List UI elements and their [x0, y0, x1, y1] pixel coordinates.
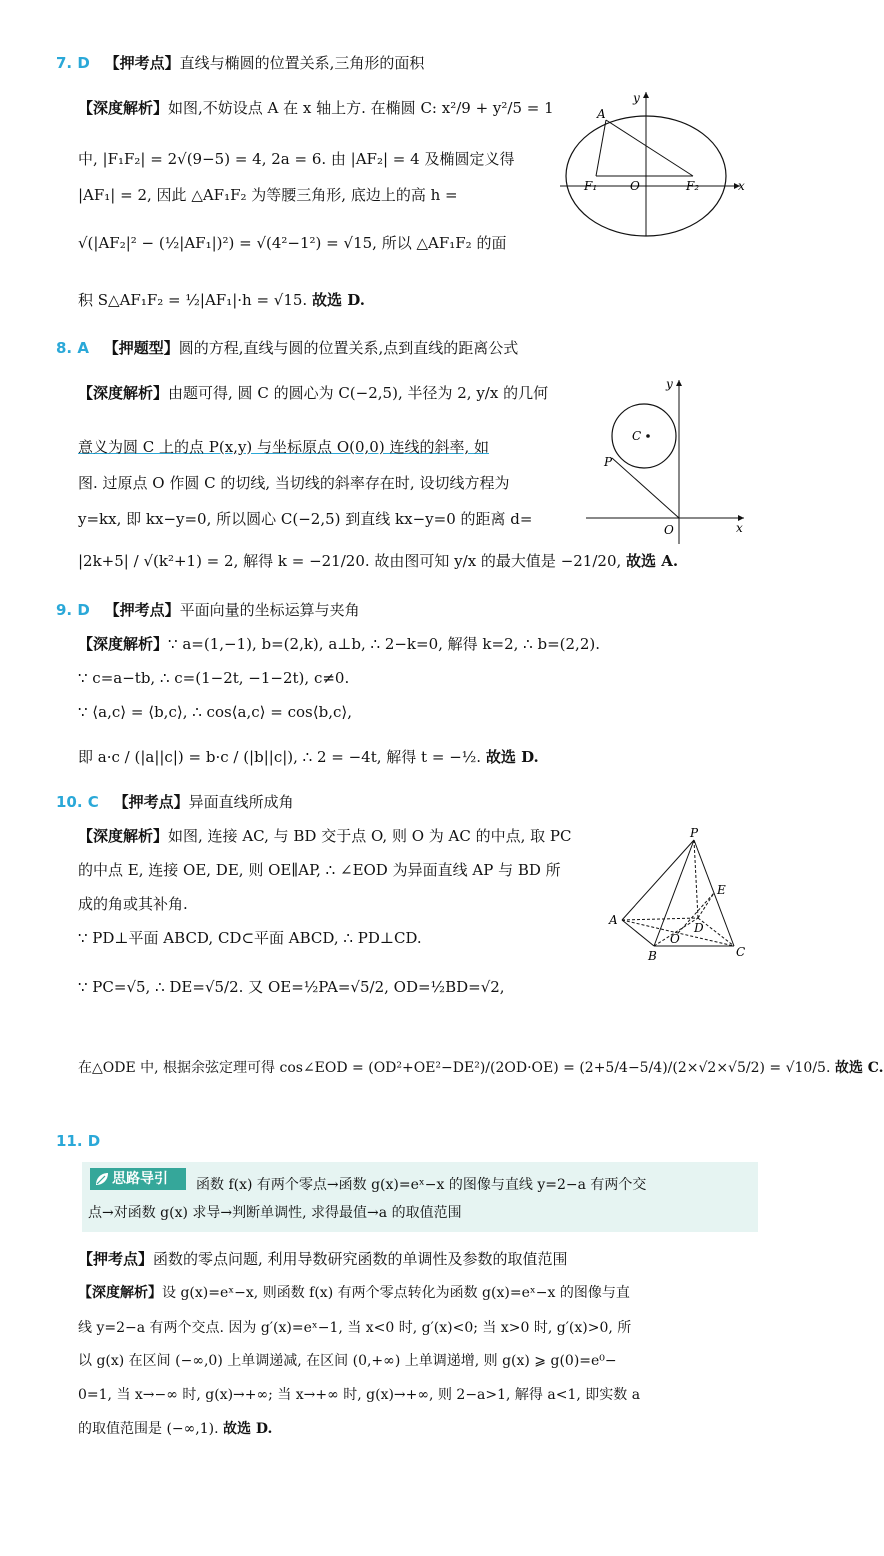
q8-line-4 — [78, 508, 558, 530]
q7-heading — [56, 52, 424, 74]
q7-fig-x: x — [738, 179, 745, 193]
q10-answer: 10. C — [56, 793, 99, 811]
q11-hint-badge — [90, 1168, 186, 1190]
q10-topic: 异面直线所成角 — [188, 793, 294, 811]
q9-tag: 【押考点】 — [104, 601, 180, 619]
q8-text-5: |2k+5| / √(k²+1) = 2, 解得 k = −21/20. 故由图可知 y/x 的最大值是 −21/20, — [78, 552, 622, 570]
q8-answer: 8. A — [56, 339, 89, 357]
q10-text-2: 的中点 E, 连接 OE, DE, 则 OE∥AP, ∴ ∠EOD 为异面直线 AP 与 BD 所 — [78, 861, 561, 879]
q10-fig-D: D — [694, 921, 704, 935]
q7-fig-F2: F₂ — [686, 179, 700, 193]
q11-line-2 — [78, 1317, 758, 1339]
q7-line-3 — [78, 184, 558, 206]
q8-topic: 圆的方程,直线与圆的位置关系,点到直线的距离公式 — [178, 339, 519, 357]
q11-hint-line-1: 函数 f(x) 有两个零点→函数 g(x)=eˣ−x 的图像与直线 y=2−a 有两个交 — [196, 1177, 647, 1193]
q9-line-4 — [78, 746, 758, 768]
q7-line-4 — [78, 232, 558, 254]
q8-conclusion: 故选 A. — [626, 552, 679, 570]
q7-conclusion: 故选 D. — [312, 291, 365, 309]
q11-hint-box — [82, 1162, 758, 1232]
q11-kp-tag: 【押考点】 — [78, 1250, 154, 1268]
q10-text-1: 如图, 连接 AC, 与 BD 交于点 O, 则 O 为 AC 的中点, 取 PC — [168, 827, 572, 845]
q10-line-6 — [78, 1057, 884, 1079]
q7-fig-y: y — [633, 91, 640, 105]
q11-text-2: 线 y=2−a 有两个交点. 因为 g′(x)=eˣ−1, 当 x<0 时, g′(x)<0; 当 x>0 时, g′(x)>0, 所 — [78, 1320, 632, 1336]
q10-line-4 — [78, 927, 558, 949]
q7-fig-F1: F₁ — [584, 179, 598, 193]
q10-pyramid-figure — [606, 826, 756, 966]
q11-heading — [56, 1130, 110, 1152]
q10-fig-C: C — [736, 945, 746, 959]
q8-text-1: 由题可得, 圆 C 的圆心为 C(−2,5), 半径为 2, y/x 的几何 — [168, 384, 549, 402]
q8-text-3: 图. 过原点 O 作圆 C 的切线, 当切线的斜率存在时, 设切线方程为 — [78, 474, 510, 492]
q9-analysis-tag: 【深度解析】 — [78, 635, 169, 653]
q11-conclusion: 故选 D. — [223, 1421, 273, 1437]
q11-line-4 — [78, 1384, 758, 1406]
q10-line-2 — [78, 859, 561, 881]
q8-text-4: y=kx, 即 kx−y=0, 所以圆心 C(−2,5) 到直线 kx−y=0 的距离 d= — [78, 510, 533, 528]
q11-text-1: 设 g(x)=eˣ−x, 则函数 f(x) 有两个零点转化为函数 g(x)=eˣ−x 的图像与直 — [162, 1285, 630, 1301]
q10-text-5: ∵ PC=√5, ∴ DE=√5/2. 又 OE=½PA=√5/2, OD=½BD=√2, — [78, 978, 505, 996]
q8-line-5 — [78, 550, 679, 572]
q8-fig-P: P — [604, 455, 613, 469]
q7-topic: 直线与椭圆的位置关系,三角形的面积 — [179, 54, 425, 72]
q10-text-6: 在△ODE 中, 根据余弦定理可得 cos∠EOD = (OD²+OE²−DE²)/(2OD·OE) = (2+5/4−5/4)/(2×√2×√5/2) = √10/5. — [78, 1060, 831, 1076]
q7-text-1: 如图,不妨设点 A 在 x 轴上方. 在椭圆 C: x²/9 + y²/5 = 1 — [168, 99, 554, 117]
q7-fig-O: O — [630, 179, 640, 193]
q7-answer: 7. D — [56, 54, 90, 72]
q11-kp-text: 函数的零点问题, 利用导数研究函数的单调性及参数的取值范围 — [153, 1250, 568, 1268]
q8-text-2: 意义为圆 C 上的点 P(x,y) 与坐标原点 O(0,0) 连线的斜率, 如 — [78, 438, 489, 456]
q10-heading — [56, 791, 294, 813]
q11-keypoint — [78, 1248, 758, 1270]
q8-line-2 — [78, 436, 558, 458]
q9-line-1 — [78, 633, 758, 655]
q10-fig-P: P — [690, 826, 699, 840]
q8-fig-O: O — [664, 523, 674, 537]
q9-answer: 9. D — [56, 601, 90, 619]
leaf-icon — [94, 1171, 110, 1187]
q8-tag: 【押题型】 — [103, 339, 179, 357]
q11-hint-line-2: 点→对函数 g(x) 求导→判断单调性, 求得最值→a 的取值范围 — [88, 1205, 462, 1221]
q11-line-3 — [78, 1350, 758, 1372]
q8-analysis-tag: 【深度解析】 — [78, 384, 169, 402]
q8-fig-C: C — [632, 429, 642, 443]
q11-text-3: 以 g(x) 在区间 (−∞,0) 上单调递减, 在区间 (0,+∞) 上单调递增, 则 g(x) ⩾ g(0)=e⁰− — [78, 1353, 617, 1369]
q8-fig-x: x — [736, 521, 743, 535]
q10-text-4: ∵ PD⊥平面 ABCD, CD⊂平面 ABCD, ∴ PD⊥CD. — [78, 929, 422, 947]
q10-analysis-tag: 【深度解析】 — [78, 827, 169, 845]
q10-conclusion: 故选 C. — [834, 1060, 884, 1076]
q9-heading — [56, 599, 360, 621]
q7-text-3: |AF₁| = 2, 因此 △AF₁F₂ 为等腰三角形, 底边上的高 h = — [78, 186, 458, 204]
q11-text-5: 的取值范围是 (−∞,1). — [78, 1421, 219, 1437]
q7-text-2: 中, |F₁F₂| = 2√(9−5) = 4, 2a = 6. 由 |AF₂| = 4 及椭圆定义得 — [78, 150, 515, 168]
q8-line-3 — [78, 472, 558, 494]
q10-line-5 — [78, 976, 558, 998]
q7-line-2 — [78, 148, 558, 170]
q8-circle-figure — [582, 376, 752, 546]
q11-answer: 11. D — [56, 1132, 101, 1150]
q7-line-5 — [78, 289, 558, 311]
q9-text-1: ∵ a=(1,−1), b=(2,k), a⊥b, ∴ 2−k=0, 解得 k=2, ∴ b=(2,2). — [168, 635, 600, 653]
q9-conclusion: 故选 D. — [485, 748, 539, 766]
q9-line-2 — [78, 667, 758, 689]
q8-heading — [56, 337, 518, 359]
q9-text-2: ∵ c=a−tb, ∴ c=(1−2t, −1−2t), c≠0. — [78, 669, 350, 687]
q7-analysis-tag: 【深度解析】 — [78, 99, 169, 117]
q7-text-5: 积 S△AF₁F₂ = ½|AF₁|·h = √15. — [78, 291, 308, 309]
q10-fig-O: O — [670, 932, 680, 946]
q10-fig-A: A — [609, 913, 618, 927]
q11-line-1 — [78, 1282, 758, 1304]
q9-topic: 平面向量的坐标运算与夹角 — [179, 601, 360, 619]
q11-hint-label: 思路导引 — [112, 1171, 168, 1187]
q9-text-3: ∵ ⟨a,c⟩ = ⟨b,c⟩, ∴ cos⟨a,c⟩ = cos⟨b,c⟩, — [78, 703, 352, 721]
q11-line-5 — [78, 1418, 758, 1440]
q8-fig-y: y — [666, 377, 673, 391]
q9-line-3 — [78, 701, 758, 723]
q10-fig-E: E — [717, 883, 726, 897]
q11-text-4: 0=1, 当 x→−∞ 时, g(x)→+∞; 当 x→+∞ 时, g(x)→+∞, 则 2−a>1, 解得 a<1, 即实数 a — [78, 1387, 641, 1403]
q7-ellipse-figure — [560, 88, 760, 238]
q7-text-4: √(|AF₂|² − (½|AF₁|)²) = √(4²−1²) = √15, 所以 △AF₁F₂ 的面 — [78, 234, 507, 252]
q7-fig-A: A — [597, 107, 606, 121]
q10-text-3: 成的角或其补角. — [78, 895, 188, 913]
q10-line-1 — [78, 825, 572, 847]
q8-line-1 — [78, 382, 558, 404]
q10-line-3 — [78, 893, 558, 915]
q7-line-1 — [78, 97, 558, 119]
q11-analysis-tag: 【深度解析】 — [78, 1285, 162, 1301]
q10-tag: 【押考点】 — [113, 793, 189, 811]
q10-fig-B: B — [648, 949, 657, 963]
q9-text-4: 即 a·c / (|a||c|) = b·c / (|b||c|), ∴ 2 = −4t, 解得 t = −½. — [78, 748, 482, 766]
q7-tag: 【押考点】 — [104, 54, 180, 72]
